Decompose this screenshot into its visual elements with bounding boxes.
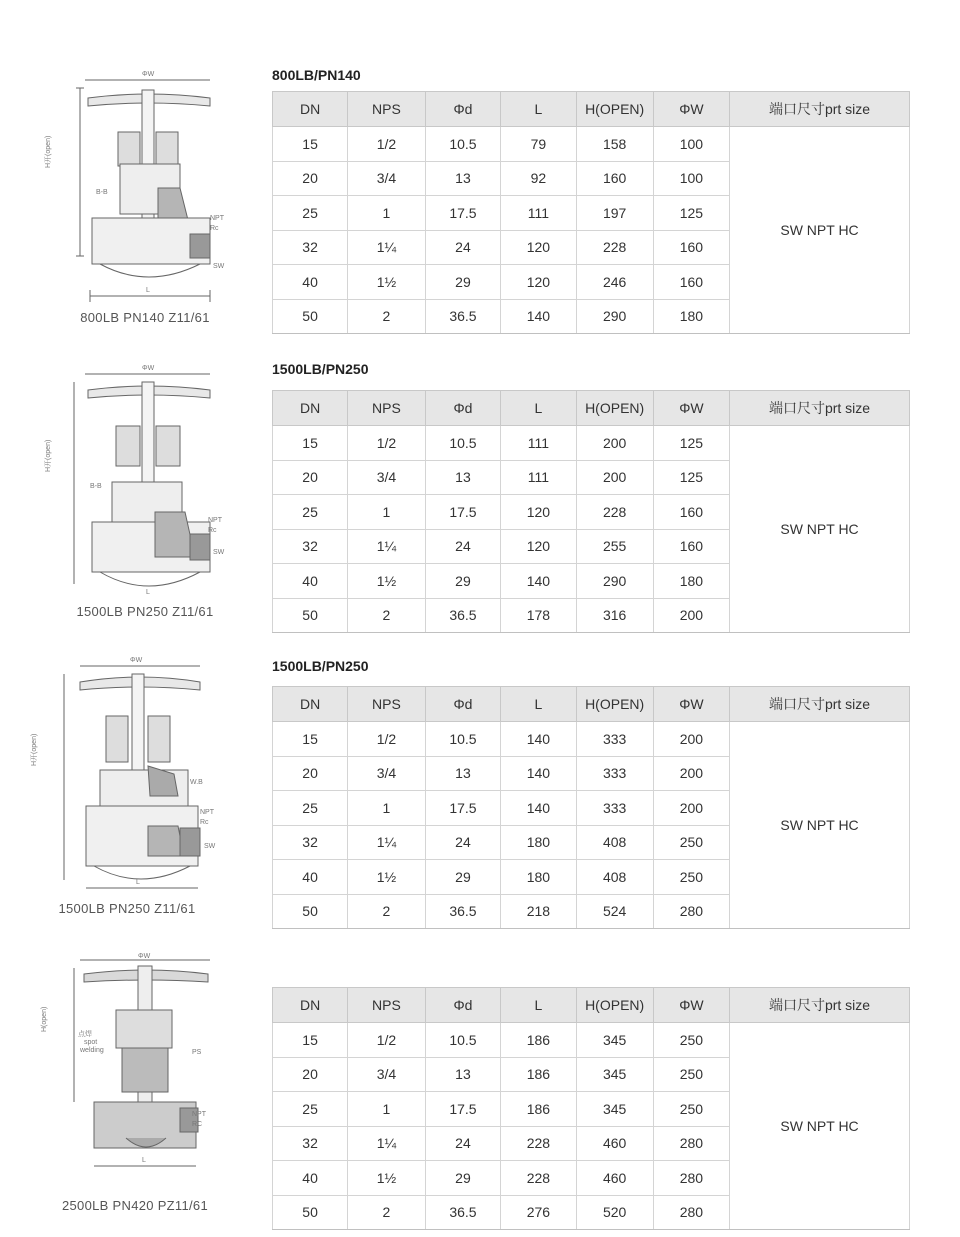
cell: 92	[501, 161, 576, 196]
cell: 29	[425, 564, 501, 599]
cell: 36.5	[425, 1195, 501, 1230]
dim-label: H开(open)	[45, 439, 52, 472]
cell: 15	[273, 127, 348, 162]
dim-label: L	[142, 1157, 146, 1164]
cell: 1/2	[348, 426, 426, 461]
cell: 460	[576, 1126, 653, 1161]
dim-label: NPT	[200, 809, 214, 816]
dim-label: PS	[192, 1049, 202, 1056]
cell: 1½	[348, 1161, 426, 1196]
port-size-cell: SW NPT HC	[730, 426, 910, 633]
col-header: Φd	[425, 988, 501, 1023]
cell: 50	[273, 299, 348, 334]
cell: 10.5	[425, 426, 501, 461]
cell: 20	[273, 756, 348, 791]
col-header: Φd	[425, 391, 501, 426]
valve-drawing	[31, 656, 250, 896]
cell: 111	[501, 426, 576, 461]
cell: 180	[653, 299, 729, 334]
cell: 140	[501, 756, 576, 791]
cell: 316	[576, 598, 653, 633]
cell: 10.5	[425, 1023, 501, 1058]
col-header: ΦW	[653, 687, 729, 722]
cell: 218	[501, 894, 576, 929]
cell: 36.5	[425, 598, 501, 633]
port-size-cell: SW NPT HC	[730, 1023, 910, 1230]
col-header: NPS	[348, 988, 426, 1023]
cell: 2	[348, 299, 426, 334]
cell: 15	[273, 722, 348, 757]
dim-label: NPT	[192, 1111, 206, 1118]
col-header: L	[501, 92, 576, 127]
cell: 13	[425, 161, 501, 196]
dim-label: H开(open)	[45, 135, 52, 168]
valve-drawing	[45, 362, 250, 602]
dim-label: welding	[80, 1047, 104, 1054]
spec-table	[272, 390, 910, 633]
cell: 228	[501, 1161, 576, 1196]
col-header: DN	[273, 687, 348, 722]
cell: 24	[425, 825, 501, 860]
cell: 29	[425, 1161, 501, 1196]
dim-label: RC	[192, 1121, 203, 1128]
cell: 200	[653, 756, 729, 791]
dim-label: Rc	[200, 819, 209, 826]
dim-label: 点焊	[78, 1031, 92, 1038]
cell: 186	[501, 1057, 576, 1092]
cell: 13	[425, 756, 501, 791]
cell: 1	[348, 196, 426, 231]
cell: 250	[653, 825, 729, 860]
cell: 32	[273, 230, 348, 265]
cell: 2	[348, 1195, 426, 1230]
cell: 160	[576, 161, 653, 196]
col-header: L	[501, 988, 576, 1023]
table-header-row	[273, 92, 910, 127]
cell: 20	[273, 460, 348, 495]
drawing-caption: 2500LB PN420 PZ11/61	[62, 1198, 208, 1213]
cell: 3/4	[348, 1057, 426, 1092]
cell: 333	[576, 722, 653, 757]
cell: 3/4	[348, 161, 426, 196]
cell: 25	[273, 791, 348, 826]
cell: 29	[425, 265, 501, 300]
cell: 24	[425, 1126, 501, 1161]
col-header: 端口尺寸prt size	[730, 687, 910, 722]
cell: 13	[425, 1057, 501, 1092]
cell: 250	[653, 1092, 729, 1127]
cell: 1½	[348, 860, 426, 895]
cell: 17.5	[425, 791, 501, 826]
cell: 24	[425, 529, 501, 564]
col-header: NPS	[348, 92, 426, 127]
drawing-caption: 1500LB PN250 Z11/61	[76, 604, 214, 619]
port-size-cell: SW NPT HC	[730, 127, 910, 334]
dim-label: H开(open)	[31, 733, 38, 766]
cell: 120	[501, 495, 576, 530]
col-header: H(OPEN)	[576, 988, 653, 1023]
cell: 1½	[348, 564, 426, 599]
col-header: Φd	[425, 92, 501, 127]
cell: 520	[576, 1195, 653, 1230]
cell: 140	[501, 791, 576, 826]
cell: 25	[273, 1092, 348, 1127]
cell: 140	[501, 564, 576, 599]
spec-table	[272, 987, 910, 1230]
cell: 160	[653, 529, 729, 564]
cell: 17.5	[425, 1092, 501, 1127]
cell: 3/4	[348, 460, 426, 495]
dim-label: ΦW	[142, 71, 155, 78]
cell: 10.5	[425, 127, 501, 162]
cell: 20	[273, 1057, 348, 1092]
cell: 1¼	[348, 230, 426, 265]
col-header: NPS	[348, 687, 426, 722]
cell: 460	[576, 1161, 653, 1196]
cell: 280	[653, 1161, 729, 1196]
cell: 228	[501, 1126, 576, 1161]
col-header: 端口尺寸prt size	[730, 92, 910, 127]
dim-label: L	[146, 589, 150, 596]
cell: 1/2	[348, 722, 426, 757]
dim-label: B-B	[90, 483, 102, 490]
cell: 186	[501, 1023, 576, 1058]
cell: 29	[425, 860, 501, 895]
col-header: 端口尺寸prt size	[730, 988, 910, 1023]
cell: 228	[576, 230, 653, 265]
cell: 17.5	[425, 495, 501, 530]
gate-valve-drawing-icon	[45, 362, 240, 602]
gate-valve-drawing-icon	[41, 952, 240, 1192]
cell: 120	[501, 265, 576, 300]
cell: 2	[348, 598, 426, 633]
cell: 24	[425, 230, 501, 265]
col-header: Φd	[425, 687, 501, 722]
cell: 280	[653, 894, 729, 929]
dim-label: SW	[213, 549, 225, 556]
cell: 40	[273, 564, 348, 599]
col-header: L	[501, 391, 576, 426]
cell: 276	[501, 1195, 576, 1230]
table-row	[273, 722, 910, 757]
cell: 50	[273, 598, 348, 633]
dim-label: ΦW	[138, 953, 151, 960]
cell: 200	[576, 426, 653, 461]
drawing-caption: 800LB PN140 Z11/61	[80, 310, 210, 325]
cell: 290	[576, 299, 653, 334]
cell: 13	[425, 460, 501, 495]
cell: 1	[348, 495, 426, 530]
gate-valve-drawing-icon	[45, 68, 240, 308]
cell: 111	[501, 196, 576, 231]
dim-label: W.B	[190, 779, 203, 786]
spec-table	[272, 91, 910, 334]
cell: 200	[653, 598, 729, 633]
cell: 120	[501, 230, 576, 265]
cell: 280	[653, 1126, 729, 1161]
cell: 1¼	[348, 529, 426, 564]
col-header: NPS	[348, 391, 426, 426]
col-header: H(OPEN)	[576, 92, 653, 127]
cell: 158	[576, 127, 653, 162]
col-header: ΦW	[653, 92, 729, 127]
cell: 228	[576, 495, 653, 530]
cell: 2	[348, 894, 426, 929]
cell: 1¼	[348, 1126, 426, 1161]
dim-label: ΦW	[130, 657, 143, 664]
cell: 180	[501, 860, 576, 895]
cell: 15	[273, 426, 348, 461]
cell: 280	[653, 1195, 729, 1230]
cell: 50	[273, 1195, 348, 1230]
cell: 40	[273, 1161, 348, 1196]
dim-label: L	[136, 879, 140, 886]
cell: 180	[653, 564, 729, 599]
cell: 255	[576, 529, 653, 564]
cell: 40	[273, 860, 348, 895]
dim-label: SW	[213, 263, 225, 270]
col-header: ΦW	[653, 391, 729, 426]
cell: 40	[273, 265, 348, 300]
dim-label: Rc	[208, 527, 217, 534]
cell: 200	[653, 722, 729, 757]
cell: 1¼	[348, 825, 426, 860]
cell: 36.5	[425, 894, 501, 929]
col-header: ΦW	[653, 988, 729, 1023]
cell: 345	[576, 1023, 653, 1058]
cell: 79	[501, 127, 576, 162]
cell: 178	[501, 598, 576, 633]
drawing-caption: 1500LB PN250 Z11/61	[58, 901, 196, 916]
dim-label: B-B	[96, 189, 108, 196]
cell: 25	[273, 495, 348, 530]
dim-label: spot	[84, 1039, 98, 1046]
cell: 160	[653, 495, 729, 530]
cell: 100	[653, 161, 729, 196]
cell: 1½	[348, 265, 426, 300]
spec-table	[272, 686, 910, 929]
cell: 250	[653, 1057, 729, 1092]
cell: 125	[653, 426, 729, 461]
section-title: 800LB/PN140	[272, 67, 361, 83]
cell: 186	[501, 1092, 576, 1127]
cell: 246	[576, 265, 653, 300]
cell: 160	[653, 230, 729, 265]
col-header: H(OPEN)	[576, 391, 653, 426]
table-header-row	[273, 988, 910, 1023]
col-header: DN	[273, 391, 348, 426]
cell: 524	[576, 894, 653, 929]
cell: 1/2	[348, 127, 426, 162]
dim-label: SW	[204, 843, 216, 850]
cell: 111	[501, 460, 576, 495]
cell: 250	[653, 1023, 729, 1058]
dim-label: NPT	[210, 215, 224, 222]
table-row	[273, 1023, 910, 1058]
port-size-cell: SW NPT HC	[730, 722, 910, 929]
dim-label: Rc	[210, 225, 219, 232]
cell: 140	[501, 299, 576, 334]
cell: 32	[273, 825, 348, 860]
col-header: DN	[273, 92, 348, 127]
cell: 290	[576, 564, 653, 599]
cell: 345	[576, 1092, 653, 1127]
cell: 10.5	[425, 722, 501, 757]
col-header: 端口尺寸prt size	[730, 391, 910, 426]
table-header-row	[273, 687, 910, 722]
col-header: DN	[273, 988, 348, 1023]
cell: 20	[273, 161, 348, 196]
cell: 333	[576, 756, 653, 791]
cell: 180	[501, 825, 576, 860]
dim-label: ΦW	[142, 365, 155, 372]
cell: 1/2	[348, 1023, 426, 1058]
section-title: 1500LB/PN250	[272, 658, 369, 674]
cell: 408	[576, 860, 653, 895]
cell: 125	[653, 460, 729, 495]
cell: 200	[576, 460, 653, 495]
table-row	[273, 127, 910, 162]
cell: 250	[653, 860, 729, 895]
dim-label: NPT	[208, 517, 222, 524]
cell: 100	[653, 127, 729, 162]
cell: 3/4	[348, 756, 426, 791]
cell: 197	[576, 196, 653, 231]
gate-valve-drawing-icon	[31, 656, 240, 896]
cell: 15	[273, 1023, 348, 1058]
cell: 50	[273, 894, 348, 929]
cell: 408	[576, 825, 653, 860]
cell: 17.5	[425, 196, 501, 231]
dim-label: L	[146, 287, 150, 294]
cell: 125	[653, 196, 729, 231]
table-header-row	[273, 391, 910, 426]
cell: 32	[273, 529, 348, 564]
dim-label: H(open)	[41, 1006, 48, 1032]
cell: 333	[576, 791, 653, 826]
cell: 140	[501, 722, 576, 757]
valve-drawing	[41, 952, 250, 1192]
cell: 25	[273, 196, 348, 231]
cell: 345	[576, 1057, 653, 1092]
cell: 32	[273, 1126, 348, 1161]
col-header: H(OPEN)	[576, 687, 653, 722]
cell: 200	[653, 791, 729, 826]
cell: 1	[348, 791, 426, 826]
col-header: L	[501, 687, 576, 722]
cell: 160	[653, 265, 729, 300]
cell: 1	[348, 1092, 426, 1127]
table-row	[273, 426, 910, 461]
cell: 120	[501, 529, 576, 564]
cell: 36.5	[425, 299, 501, 334]
valve-drawing	[45, 68, 250, 308]
section-title: 1500LB/PN250	[272, 361, 369, 377]
